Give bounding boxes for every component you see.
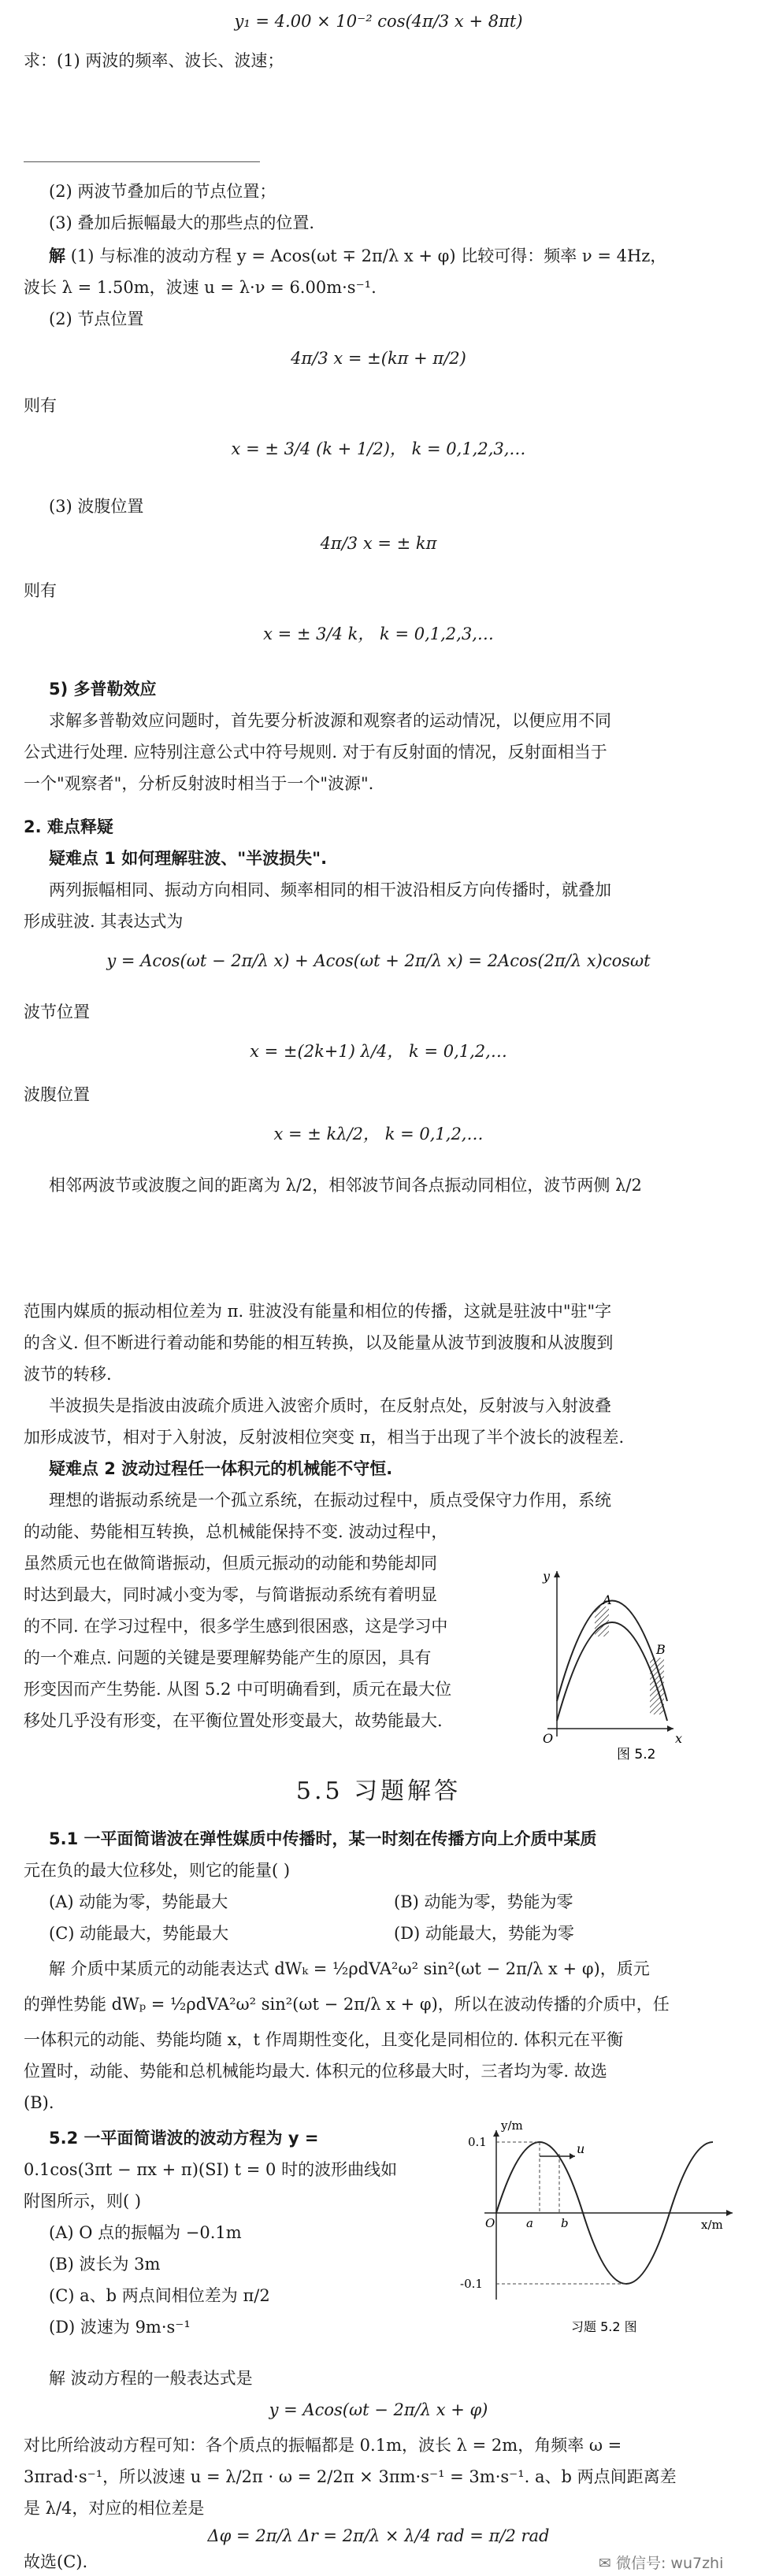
doppler-line-1: 求解多普勒效应问题时，首先要分析波源和观察者的运动情况，以便应用不同 — [49, 711, 611, 730]
energy-line-6: 的一个难点. 问题的关键是要理解势能产生的原因，具有 — [24, 1648, 432, 1667]
exercise-5-2-line-1: 5.2 一平面简谐波的波动方程为 y = — [49, 2129, 319, 2148]
figure-caption: 习题 5.2 图 — [571, 2319, 637, 2334]
solution-label: 解 — [49, 246, 65, 265]
origin-label: O — [543, 1731, 554, 1746]
then-text-2: 则有 — [24, 581, 57, 600]
velocity-arrow-icon — [570, 2153, 575, 2159]
x-axis-arrow-icon — [667, 1725, 674, 1732]
standing-wave-line-1: 范围内媒质的振动相位差为 π. 驻波没有能量和相位的传播，这就是驻波中"驻"字 — [24, 1302, 612, 1321]
standing-wave-line-2: 的含义. 但不断进行着动能和势能的相互转换，以及能量从波节到波腹和从波腹到 — [24, 1333, 614, 1352]
solution-1-line — [49, 244, 666, 268]
difficulty-1-line-1: 两列振幅相同、振动方向相同、频率相同的相干波沿相反方向传播时，就叠加 — [49, 880, 611, 899]
node-distance-text: 相邻两波节或波腹之间的距离为 λ/2，相邻波节间各点振动同相位，波节两侧 λ/2 — [49, 1176, 642, 1195]
axis-label-x: x — [675, 1731, 683, 1746]
label-a: A — [603, 1592, 612, 1607]
label-b: b — [561, 2216, 569, 2230]
doppler-line-2: 公式进行处理. 应特别注意公式中符号规则. 对于有反射面的情况，反射面相当于 — [24, 743, 607, 762]
difficulty-1-line-2: 形成驻波. 其表达式为 — [24, 912, 184, 931]
half-wave-loss-line-1: 半波损失是指波由波疏介质进入波密介质时，在反射点处，反射波与入射波叠 — [49, 1396, 611, 1415]
energy-line-4: 时达到最大，同时减小变为零，与简谐振动系统有着明显 — [24, 1585, 437, 1604]
axis-label-y: y — [543, 1569, 551, 1584]
x-axis-arrow-icon — [726, 2210, 733, 2216]
exercise-5-1-solution-2: 的弹性势能 dWₚ = ½ρdVA²ω² sin²(ωt − 2π/λ x + φ)，所以在波动传播的介质中，任 — [24, 1995, 670, 2014]
exercise-5-1-option-a: (A) 动能为零，势能最大 — [49, 1892, 228, 1911]
section-title: 5.5 习题解答 — [295, 1777, 462, 1805]
tick-label-top: 0.1 — [468, 2135, 487, 2149]
energy-line-5: 的不同. 在学习过程中，很多学生感到很困惑，这是学习中 — [24, 1617, 448, 1636]
exercise-5-2-general-equation: y = Acos(ωt − 2π/λ x + φ) — [269, 2400, 488, 2419]
solution-1-text: (1) 与标准的波动方程 y = Acos(ωt ∓ 2π/λ x + φ) 比较可得：频率 ν = 4Hz， — [70, 246, 667, 265]
exercise-5-2-answer: 故选(C). — [24, 2552, 88, 2571]
then-text-1: 则有 — [24, 396, 57, 415]
exercise-5-1-solution-1: 解 介质中某质元的动能表达式 dWₖ = ½ρdVA²ω² sin²(ωt − 2π/λ x + φ)，质元 — [49, 1959, 650, 1978]
exercise-5-1-stem: 5.1 一平面简谐波在弹性媒质中传播时，某一时刻在传播方向上介质中某质 — [49, 1829, 597, 1848]
node-equation: 4π/3 x = ±(kπ + π/2) — [291, 349, 466, 368]
watermark-text: 微信号: wu7zhi — [615, 2555, 724, 2572]
exercise-5-2-solution-line-1: 对比所给波动方程可知：各个质点的振幅都是 0.1m，波长 λ = 2m，角频率 ω = — [24, 2436, 622, 2455]
axis-label-x: x/m — [701, 2218, 723, 2232]
watermark — [599, 2552, 723, 2573]
axis-label-y: y/m — [501, 2118, 523, 2133]
doppler-heading: 5) 多普勒效应 — [49, 680, 157, 699]
antinode-position-label: 波腹位置 — [24, 1085, 90, 1104]
node-position-label: 波节位置 — [24, 1003, 90, 1021]
figure-exercise-5-2 — [441, 2118, 740, 2339]
y-axis-arrow-icon — [554, 1571, 560, 1577]
tick-label-bottom: -0.1 — [460, 2277, 483, 2291]
exercise-5-1-line-1 — [49, 1827, 597, 1851]
exercise-5-2-line-3: 附图所示，则( ) — [24, 2192, 142, 2211]
exercise-5-2-option-a: (A) O 点的振幅为 −0.1m — [49, 2223, 242, 2242]
exercise-5-2-solution-line-2: 3πrad·s⁻¹，所以波速 u = λ/2π · ω = 2/2π × 3πm·s⁻¹ = 3m·s⁻¹. a、b 两点间距离差 — [24, 2467, 677, 2486]
wechat-icon: ✉ — [599, 2555, 611, 2572]
energy-line-1: 理想的谐振动系统是一个孤立系统，在振动过程中，质点受保守力作用，系统 — [49, 1491, 611, 1510]
half-wave-loss-line-2: 加形成波节，相对于入射波，反射波相位突变 π，相当于出现了半个波长的波程差. — [24, 1428, 625, 1447]
antinode-heading: (3) 波腹位置 — [49, 497, 144, 516]
exercise-5-1-solution-4: 位置时，动能、势能和总机械能均最大. 体积元的位移最大时，三者均为零. 故选 — [24, 2062, 607, 2081]
node-heading: (2) 节点位置 — [49, 309, 144, 328]
equation-y1: y₁ = 4.00 × 10⁻² cos(4π/3 x + 8πt) — [234, 12, 523, 31]
exercise-5-2-option-c: (C) a、b 两点间相位差为 π/2 — [49, 2286, 270, 2305]
energy-line-8: 移处几乎没有形变，在平衡位置处形变最大，故势能最大. — [24, 1711, 443, 1730]
origin-label: O — [485, 2216, 495, 2230]
antinode-result: x = ± 3/4 k， k = 0,1,2,3,… — [263, 625, 494, 643]
exercise-5-2-option-b: (B) 波长为 3m — [49, 2255, 161, 2274]
antinode-equation: 4π/3 x = ± kπ — [320, 534, 437, 553]
solution-1-line2: 波长 λ = 1.50m，波速 u = λ·ν = 6.00m·s⁻¹. — [24, 278, 377, 297]
antinode-position-equation: x = ± kλ/2， k = 0,1,2,… — [273, 1125, 484, 1143]
hatched-element-a — [595, 1607, 609, 1636]
difficulty-1-title: 疑难点 1 如何理解驻波、"半波损失". — [49, 849, 328, 868]
exercise-5-1-line-2: 元在负的最大位移处，则它的能量( ) — [24, 1861, 291, 1880]
difficulty-heading: 2. 难点释疑 — [24, 817, 113, 836]
standing-wave-line-3: 波节的转移. — [24, 1365, 112, 1384]
exercise-5-2-solution-line-3: 是 λ/4，对应的相位差是 — [24, 2499, 205, 2518]
page-divider — [24, 161, 260, 162]
exercise-5-1-solution-5: (B). — [24, 2093, 54, 2112]
exercise-5-1-solution-3: 一体积元的动能、势能均随 x，t 作周期性变化，且变化是同相位的. 体积元在平衡 — [24, 2030, 623, 2049]
figure-caption: 图 5.2 — [617, 1747, 656, 1762]
question-2: (2) 两波节叠加后的节点位置； — [49, 182, 276, 201]
y-axis-arrow-icon — [493, 2130, 499, 2137]
exercise-5-1-option-b: (B) 动能为零，势能为零 — [394, 1892, 573, 1911]
label-b: B — [656, 1642, 666, 1657]
label-u: u — [577, 2141, 585, 2156]
question-3: (3) 叠加后振幅最大的那些点的位置. — [49, 213, 315, 232]
standing-wave-equation: y = Acos(ωt − 2π/λ x) + Acos(ωt + 2π/λ x) = 2Acos(2π/λ x)cosωt — [106, 951, 651, 970]
energy-line-7: 形变因而产生势能. 从图 5.2 中可明确看到，质元在最大位 — [24, 1680, 452, 1699]
figure-5-2 — [532, 1563, 729, 1764]
energy-line-3: 虽然质元也在做简谐振动，但质元振动的动能和势能却同 — [24, 1554, 437, 1573]
exercise-5-1-option-c: (C) 动能最大，势能最大 — [49, 1924, 229, 1943]
exercise-5-2-line-2: 0.1cos(3πt − πx + π)(SI) t = 0 时的波形曲线如 — [24, 2160, 398, 2179]
question-ask: 求：(1) 两波的频率、波长、波速； — [24, 51, 284, 70]
hatched-element-b — [650, 1658, 664, 1714]
exercise-5-2-phase-equation: Δφ = 2π/λ Δr = 2π/λ × λ/4 rad = π/2 rad — [207, 2526, 550, 2545]
exercise-5-2-solution-head: 解 波动方程的一般表达式是 — [49, 2369, 253, 2388]
node-result: x = ± 3/4 (k + 1/2)， k = 0,1,2,3,… — [231, 439, 526, 458]
doppler-line-3: 一个"观察者"，分析反射波时相当于一个"波源". — [24, 774, 374, 793]
difficulty-2-title: 疑难点 2 波动过程任一体积元的机械能不守恒. — [49, 1459, 393, 1478]
label-a: a — [526, 2216, 533, 2230]
energy-line-2: 的动能、势能相互转换，总机械能保持不变. 波动过程中， — [24, 1522, 448, 1541]
exercise-5-2-option-d: (D) 波速为 9m·s⁻¹ — [49, 2318, 191, 2337]
exercise-5-1-option-d: (D) 动能最大，势能为零 — [394, 1924, 574, 1943]
node-position-equation: x = ±(2k+1) λ/4， k = 0,1,2,… — [250, 1042, 507, 1061]
